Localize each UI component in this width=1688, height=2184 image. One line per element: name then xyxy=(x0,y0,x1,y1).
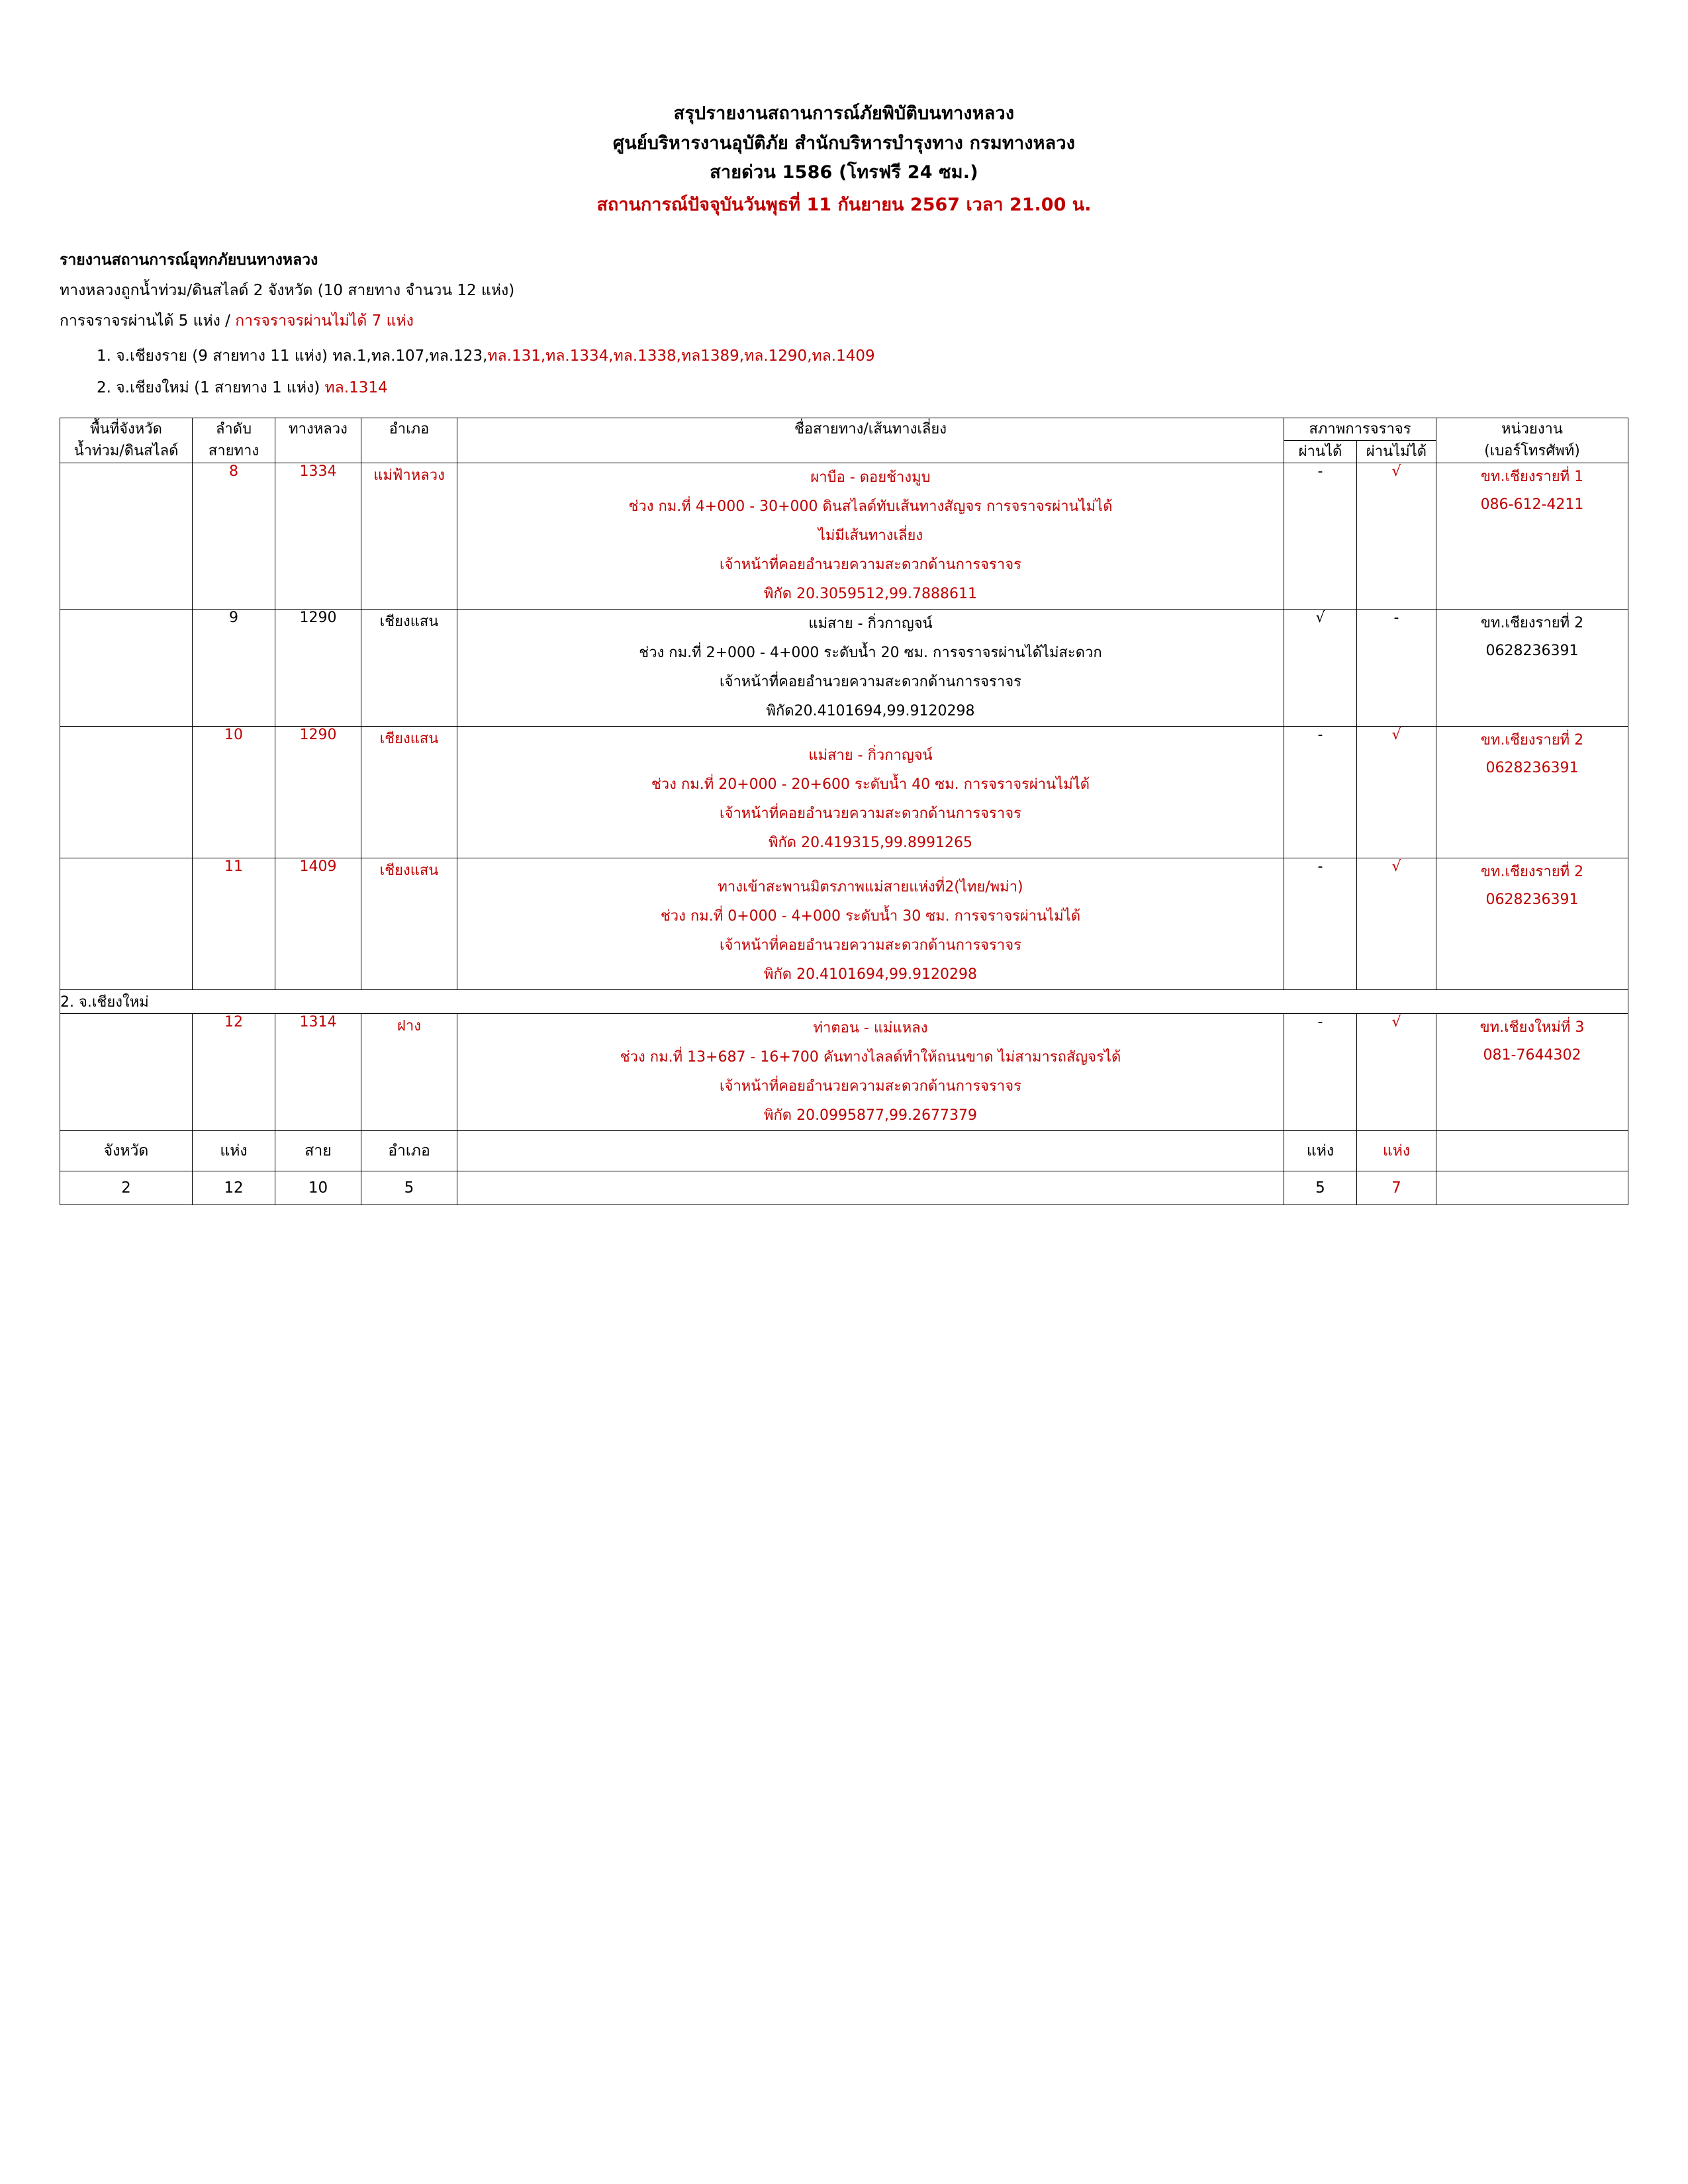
cell-agency xyxy=(1436,726,1628,858)
route-officer-line: เจ้าหน้าที่คอยอำนวยความสะดวกด้านการจราจร xyxy=(720,1077,1021,1095)
summary-label-agency-blank xyxy=(1436,1130,1628,1171)
cell-passable: √ xyxy=(1284,609,1356,726)
col-header-agency-line1: หน่วยงาน xyxy=(1501,420,1563,437)
list-item xyxy=(97,372,1628,404)
route-officer-line: เจ้าหน้าที่คอยอำนวยความสะดวกด้านการจราจร xyxy=(720,673,1021,690)
cell-amphoe: เชียงแสน xyxy=(361,858,457,989)
cell-passable: - xyxy=(1284,1013,1356,1130)
cell-route-name xyxy=(457,858,1284,989)
col-header-sequence xyxy=(193,418,275,463)
cell-route: 1290 xyxy=(275,609,361,726)
cell-agency xyxy=(1436,463,1628,609)
agency-name: ขท.เชียงรายที่ 2 xyxy=(1480,731,1584,749)
col-header-route: ทางหลวง xyxy=(275,418,361,463)
summary-label-places: แห่ง xyxy=(193,1130,275,1171)
table-body xyxy=(60,463,1628,1205)
col-header-area-line1: พื้นที่จังหวัด xyxy=(90,420,162,437)
route-detour-line: ไม่มีเส้นทางเลี่ยง xyxy=(818,527,923,544)
cell-agency xyxy=(1436,858,1628,989)
summary-label-amphoe: อำเภอ xyxy=(361,1130,457,1171)
route-name-spacer xyxy=(457,727,1284,741)
table-row xyxy=(60,609,1628,726)
route-detail-line: ช่วง กม.ที่ 13+687 - 16+700 คันทางไลลด์ทำให้ถนนขาด ไม่สามารถสัญจรได้ xyxy=(620,1048,1121,1066)
route-detail-line: ช่วง กม.ที่ 4+000 - 30+000 ดินสไลด์ทับเส้นทางสัญจร การจราจรผ่านไม่ได้ xyxy=(628,498,1113,515)
province-item-routes-red: ทล.131,ทล.1334,ทล.1338,ทล1389,ทล.1290,ทล.1409 xyxy=(487,347,875,365)
summary-value-places: 12 xyxy=(193,1171,275,1205)
route-detail-line: ช่วง กม.ที่ 2+000 - 4+000 ระดับน้ำ 20 ซม. การจราจรผ่านได้ไม่สะดวก xyxy=(639,644,1102,661)
cell-area xyxy=(60,858,193,989)
cell-passable: - xyxy=(1284,726,1356,858)
route-coordinates-line: พิกัด 20.4101694,99.9120298 xyxy=(763,966,977,983)
col-header-not-passable: ผ่านไม่ได้ xyxy=(1356,440,1436,463)
cell-sequence: 12 xyxy=(193,1013,275,1130)
cell-sequence: 9 xyxy=(193,609,275,726)
route-name-line: ท่าตอน - แม่แหลง xyxy=(813,1019,928,1036)
table-row xyxy=(60,463,1628,609)
summary-value-blank xyxy=(457,1171,1284,1205)
route-coordinates-line: พิกัด 20.419315,99.8991265 xyxy=(768,834,973,851)
header-title-line2: ศูนย์บริหารงานอุบัติภัย สำนักบริหารบำรุงทาง กรมทางหลวง xyxy=(612,132,1076,154)
col-header-agency xyxy=(1436,418,1628,463)
table-row xyxy=(60,726,1628,858)
table-row xyxy=(60,858,1628,989)
col-header-traffic-status: สภาพการจราจร xyxy=(1284,418,1436,440)
document-header xyxy=(60,99,1628,220)
agency-phone: 0628236391 xyxy=(1485,891,1579,908)
col-header-area xyxy=(60,418,193,463)
intro-nopass-count: การจราจรผ่านไม่ได้ 7 แห่ง xyxy=(235,312,414,330)
cell-not-passable: - xyxy=(1356,609,1436,726)
summary-label-pass: แห่ง xyxy=(1284,1130,1356,1171)
agency-phone: 081-7644302 xyxy=(1483,1046,1581,1064)
intro-title: รายงานสถานการณ์อุทกภัยบนทางหลวง xyxy=(60,251,318,269)
table-group-row xyxy=(60,989,1628,1013)
agency-phone: 0628236391 xyxy=(1485,759,1579,776)
summary-value-pass: 5 xyxy=(1284,1171,1356,1205)
agency-name: ขท.เชียงรายที่ 1 xyxy=(1480,468,1584,485)
table-head xyxy=(60,418,1628,463)
summary-label-blank xyxy=(457,1130,1284,1171)
intro-block xyxy=(60,245,1628,404)
list-item xyxy=(97,340,1628,372)
cell-amphoe: เชียงแสน xyxy=(361,609,457,726)
cell-route: 1334 xyxy=(275,463,361,609)
route-name-spacer xyxy=(457,858,1284,873)
province-item-text: 2. จ.เชียงใหม่ (1 สายทาง 1 แห่ง) xyxy=(97,379,325,397)
route-coordinates-line: พิกัด 20.0995877,99.2677379 xyxy=(763,1107,977,1124)
agency-phone: 086-612-4211 xyxy=(1480,496,1584,513)
cell-amphoe: ฝาง xyxy=(361,1013,457,1130)
cell-area xyxy=(60,726,193,858)
cell-sequence: 10 xyxy=(193,726,275,858)
cell-route-name xyxy=(457,463,1284,609)
agency-name: ขท.เชียงใหม่ที่ 3 xyxy=(1479,1019,1585,1036)
route-name-line: ผาบือ - ดอยช้างมูบ xyxy=(810,469,931,486)
summary-value-amphoe: 5 xyxy=(361,1171,457,1205)
summary-header-row xyxy=(60,1130,1628,1171)
cell-amphoe: แม่ฟ้าหลวง xyxy=(361,463,457,609)
col-header-seq-line2: สายทาง xyxy=(208,442,259,459)
route-coordinates-line: พิกัด 20.3059512,99.7888611 xyxy=(763,585,977,602)
route-name-line: แม่สาย - กิ่วกาญจน์ xyxy=(808,615,933,632)
province-item-routes-red: ทล.1314 xyxy=(324,379,388,397)
cell-agency xyxy=(1436,609,1628,726)
table-header-row xyxy=(60,418,1628,440)
col-header-seq-line1: ลำดับ xyxy=(215,420,252,437)
summary-value-province: 2 xyxy=(60,1171,193,1205)
route-coordinates-line: พิกัด20.4101694,99.9120298 xyxy=(766,702,975,719)
summary-value-nopass: 7 xyxy=(1356,1171,1436,1205)
header-title-line1: สรุปรายงานสถานการณ์ภัยพิบัติบนทางหลวง xyxy=(673,103,1015,124)
cell-route-name xyxy=(457,726,1284,858)
summary-label-province: จังหวัด xyxy=(60,1130,193,1171)
col-header-amphoe: อำเภอ xyxy=(361,418,457,463)
cell-agency xyxy=(1436,1013,1628,1130)
col-header-area-line2: น้ำท่วม/ดินสไลด์ xyxy=(73,442,179,459)
situation-table xyxy=(60,418,1628,1205)
summary-label-routes: สาย xyxy=(275,1130,361,1171)
cell-area xyxy=(60,609,193,726)
col-header-passable: ผ่านได้ xyxy=(1284,440,1356,463)
cell-not-passable: √ xyxy=(1356,858,1436,989)
cell-sequence: 11 xyxy=(193,858,275,989)
col-header-route-name: ชื่อสายทาง/เส้นทางเลี่ยง xyxy=(457,418,1284,463)
route-name-line: แม่สาย - กิ่วกาญจน์ xyxy=(808,747,933,764)
cell-route: 1314 xyxy=(275,1013,361,1130)
route-officer-line: เจ้าหน้าที่คอยอำนวยความสะดวกด้านการจราจร xyxy=(720,936,1021,954)
cell-not-passable: √ xyxy=(1356,463,1436,609)
summary-value-routes: 10 xyxy=(275,1171,361,1205)
cell-route-name xyxy=(457,1013,1284,1130)
cell-not-passable: √ xyxy=(1356,726,1436,858)
table-row xyxy=(60,1013,1628,1130)
header-hotline: สายด่วน 1586 (โทรฟรี 24 ซม.) xyxy=(710,162,978,183)
agency-phone: 0628236391 xyxy=(1485,642,1579,659)
cell-area xyxy=(60,463,193,609)
header-datetime: สถานการณ์ปัจจุบันวันพุธที่ 11 กันยายน 2567 เวลา 21.00 น. xyxy=(596,194,1092,215)
summary-label-nopass: แห่ง xyxy=(1356,1130,1436,1171)
summary-values-row xyxy=(60,1171,1628,1205)
intro-summary-provinces: ทางหลวงถูกน้ำท่วม/ดินสไลด์ 2 จังหวัด (10 สายทาง จำนวน 12 แห่ง) xyxy=(60,282,515,300)
cell-amphoe: เชียงแสน xyxy=(361,726,457,858)
agency-name: ขท.เชียงรายที่ 2 xyxy=(1480,614,1584,631)
summary-value-agency-blank xyxy=(1436,1171,1628,1205)
cell-route-name xyxy=(457,609,1284,726)
route-officer-line: เจ้าหน้าที่คอยอำนวยความสะดวกด้านการจราจร xyxy=(720,556,1021,573)
cell-passable: - xyxy=(1284,463,1356,609)
cell-route: 1290 xyxy=(275,726,361,858)
route-officer-line: เจ้าหน้าที่คอยอำนวยความสะดวกด้านการจราจร xyxy=(720,805,1021,822)
agency-name: ขท.เชียงรายที่ 2 xyxy=(1480,863,1584,880)
route-detail-line: ช่วง กม.ที่ 20+000 - 20+600 ระดับน้ำ 40 ซม. การจราจรผ่านไม่ได้ xyxy=(651,776,1090,793)
group-label-chiangmai: 2. จ.เชียงใหม่ xyxy=(60,989,1628,1013)
cell-not-passable: √ xyxy=(1356,1013,1436,1130)
cell-route: 1409 xyxy=(275,858,361,989)
intro-pass-count: การจราจรผ่านได้ 5 แห่ง / xyxy=(60,312,236,330)
intro-summary-traffic xyxy=(60,306,1628,336)
cell-area xyxy=(60,1013,193,1130)
cell-passable: - xyxy=(1284,858,1356,989)
province-list xyxy=(60,340,1628,404)
col-header-agency-line2: (เบอร์โทรศัพท์) xyxy=(1484,442,1580,459)
route-name-line: ทางเข้าสะพานมิตรภาพแม่สายแห่งที่2(ไทย/พม่า) xyxy=(718,878,1023,895)
cell-sequence: 8 xyxy=(193,463,275,609)
province-item-text: 1. จ.เชียงราย (9 สายทาง 11 แห่ง) ทล.1,ทล.107,ทล.123, xyxy=(97,347,488,365)
route-detail-line: ช่วง กม.ที่ 0+000 - 4+000 ระดับน้ำ 30 ซม. การจราจรผ่านไม่ได้ xyxy=(660,907,1081,925)
